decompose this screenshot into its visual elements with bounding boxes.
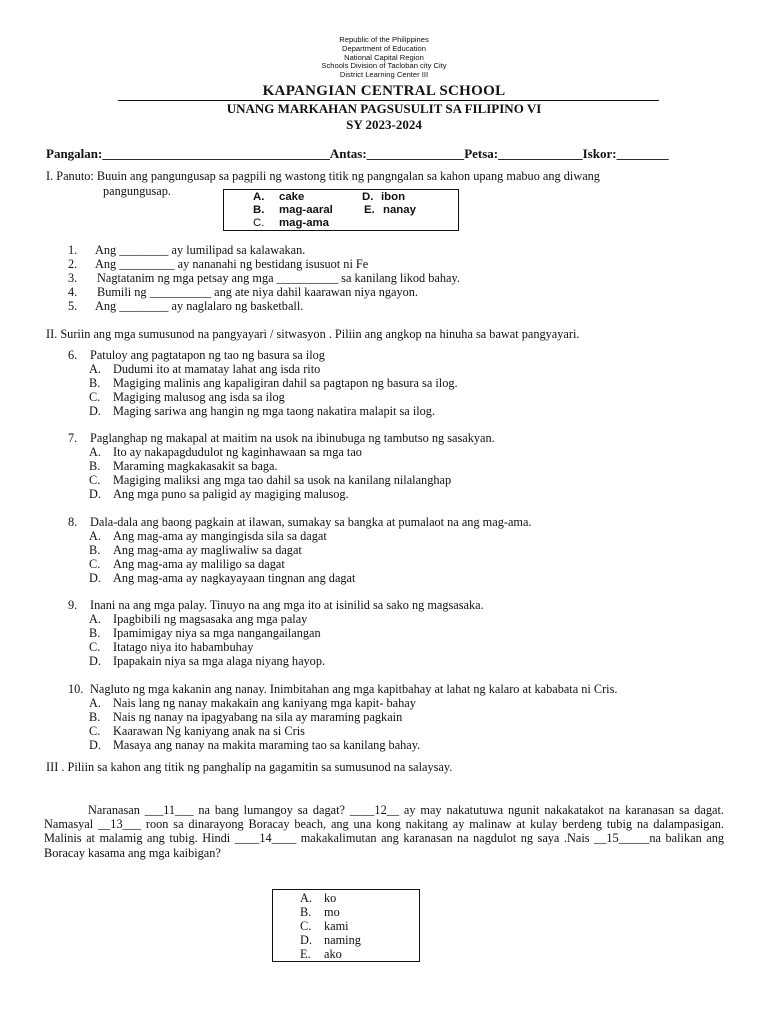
part3-instruction: III . Piliin sa kahon ang titik ng panghalip na gagamitin sa sumusunod na salaysay. — [46, 760, 453, 774]
part2-instruction: II. Suriin ang mga sumusunod na pangyayari / sitwasyon . Piliin ang angkop na hinuha sa bawat pangyayari. — [46, 327, 580, 341]
choice-letter: A. — [89, 612, 101, 626]
choice-letter: D. — [89, 404, 101, 418]
list-item: Bumili ng __________ ang ate niya dahil kaarawan niya ngayon. — [97, 285, 419, 299]
list-item: Nagtatanim ng mga petsay ang mga __________ sa kanilang likod bahay. — [97, 271, 460, 285]
choice-text: Ang mag-ama ay magliwaliw sa dagat — [113, 543, 302, 557]
choice-text: Maging sariwa ang hangin ng mga taong nakatira malapit sa ilog. — [113, 404, 436, 418]
part3-paragraph — [44, 803, 724, 860]
choice-letter: B. — [300, 905, 312, 919]
choice-text: Ipamimigay niya sa mga nangangailangan — [113, 626, 321, 640]
header-line: Schools Division of Tacloban city City — [321, 61, 447, 71]
choice-letter: B. — [89, 626, 101, 640]
header-line: Department of Education — [341, 43, 426, 53]
choice-letter: B. — [253, 204, 265, 216]
choice-text: Ito ay nakapagdudulot ng kaginhawaan sa mga tao — [113, 445, 362, 459]
choice-text: Itatago niya ito habambuhay — [113, 640, 254, 654]
exam-title: UNANG MARKAHAN PAGSUSULIT SA FILIPINO VI — [226, 101, 542, 116]
choice-letter: D. — [300, 933, 312, 947]
header-line: District Learning Center III — [339, 70, 429, 80]
part1-choice-box — [223, 189, 459, 231]
school-year: SY 2023-2024 — [346, 117, 422, 132]
choice-text: Ipapakain niya sa mga alaga niyang hayop. — [113, 654, 326, 668]
grade-field: Antas:_______________ — [329, 146, 465, 161]
choice-text: Ipagbibili ng magsasaka ang mga palay — [113, 612, 308, 626]
score-field: Iskor:________ — [582, 146, 669, 161]
choice-text: Magiging malinis ang kapaligiran dahil sa pagtapon ng basura sa ilog. — [113, 376, 458, 390]
choice-text: Ang mag-ama ay maliligo sa dagat — [113, 557, 285, 571]
choice-letter: D. — [89, 571, 101, 585]
question-number: 9. — [68, 598, 78, 612]
choice-text: kami — [324, 919, 349, 933]
part1-instruction: I. Panuto: Buuin ang pangungusap sa pagpili ng wastong titik ng pangngalan sa kahon upang mabuo ang diwang — [46, 169, 600, 183]
choice-letter: A. — [89, 445, 101, 459]
choice-letter: A. — [300, 891, 312, 905]
item-number: 4. — [68, 285, 78, 299]
question-number: 8. — [68, 515, 78, 529]
choice-letter: C. — [89, 724, 101, 738]
choice-letter: C. — [89, 640, 101, 654]
item-number: 1. — [68, 243, 78, 257]
choice-text: Kaarawan Ng kaniyang anak na si Cris — [113, 724, 305, 738]
choice-text: Dudumi ito at mamatay lahat ang isda rito — [113, 362, 321, 376]
choice-text: Ang mag-ama ay nagkayayaan tingnan ang dagat — [113, 571, 356, 585]
item-number: 2. — [68, 257, 78, 271]
question-number: 6. — [68, 348, 78, 362]
date-field: Petsa:_____________ — [464, 146, 583, 161]
header-line: National Capital Region — [344, 52, 424, 62]
choice-letter: B. — [89, 459, 101, 473]
choice-letter: C. — [253, 217, 265, 229]
choice-text: Ang mga puno sa paligid ay magiging malusog. — [113, 487, 349, 501]
choice-text: mag-aaral — [279, 204, 333, 216]
choice-letter: A. — [89, 696, 101, 710]
choice-text: Maraming magkakasakit sa baga. — [113, 459, 278, 473]
choice-letter: D. — [362, 191, 374, 203]
choice-letter: B. — [89, 543, 101, 557]
choice-text: Masaya ang nanay na makita maraming tao sa kanilang bahay. — [113, 738, 421, 752]
question-stem: Paglanghap ng makapal at maitim na usok na ibinubuga ng tambutso ng sasakyan. — [90, 431, 495, 445]
choice-text: Magiging maliksi ang mga tao dahil sa usok na kanilang nilalanghap — [113, 473, 452, 487]
choice-letter: B. — [89, 710, 101, 724]
choice-letter: A. — [253, 191, 265, 203]
question-number: 7. — [68, 431, 78, 445]
choice-text: mo — [324, 905, 340, 919]
choice-letter: A. — [89, 529, 101, 543]
header-agency-lines — [0, 36, 768, 80]
choice-text: Nais lang ng nanay makakain ang kaniyang mga kapit- bahay — [113, 696, 416, 710]
list-item: Ang _________ ay nananahi ng bestidang isusuot ni Fe — [95, 257, 369, 271]
choice-letter: C. — [300, 919, 312, 933]
question-stem: Patuloy ang pagtatapon ng tao ng basura sa ilog — [90, 348, 325, 362]
question-stem: Inani na ang mga palay. Tinuyo na ang mga ito at isinilid sa sako ng magsasaka. — [90, 598, 484, 612]
choice-letter: C. — [89, 557, 101, 571]
item-number: 3. — [68, 271, 78, 285]
choice-letter: B. — [89, 376, 101, 390]
school-name: KAPANGIAN CENTRAL SCHOOL — [262, 83, 506, 99]
choice-text: Magiging malusog ang isda sa ilog — [113, 390, 285, 404]
choice-letter: D. — [89, 738, 101, 752]
name-field: Pangalan:___________________________________ — [46, 146, 330, 161]
choice-text: naming — [324, 933, 361, 947]
part1-instruction-cont: pangungusap. — [103, 184, 171, 198]
choice-text: mag-ama — [279, 217, 330, 229]
choice-letter: C. — [89, 390, 101, 404]
choice-text: Ang mag-ama ay mangingisda sila sa dagat — [113, 529, 327, 543]
choice-text: ako — [324, 947, 342, 961]
question-stem: Dala-dala ang baong pagkain at ilawan, sumakay sa bangka at pumalaot na ang mag-ama. — [90, 515, 532, 529]
choice-letter: D. — [89, 654, 101, 668]
choice-text: ko — [324, 891, 337, 905]
choice-text: Nais ng nanay na ipagyabang na sila ay maraming pagkain — [113, 710, 403, 724]
narrative-text: Naranasan ___11___ na bang lumangoy sa dagat? ____12__ ay may nakatutuwa ngunit nakakatakot na karanasan sa dagat. Namasyal __13___ roon sa dinarayong Boracay beach, ang una kong nakitang ay malinaw at kulay berdeng tubig na dalampasigan. Malinis at malamig ang tubig. Hindi ____14____ makakalimutan ang karanasan na nagdulot ng saya .Nais __15_____na balikan ang Boracay kasama ang mga kaibigan? — [44, 803, 724, 860]
header-line: Republic of the Philippines — [339, 35, 429, 44]
choice-letter: C. — [89, 473, 101, 487]
choice-letter: E. — [300, 947, 311, 961]
part3-choice-box — [272, 889, 420, 962]
question-stem: Nagluto ng mga kakanin ang nanay. Inimbitahan ang mga kapitbahay at lahat ng kalaro at kababata ni Cris. — [90, 682, 618, 696]
question-number: 10. — [68, 682, 84, 696]
choice-text: ibon — [381, 191, 406, 203]
choice-letter: D. — [89, 487, 101, 501]
choice-letter: E. — [364, 204, 375, 216]
list-item: Ang ________ ay lumilipad sa kalawakan. — [95, 243, 306, 257]
choice-letter: A. — [89, 362, 101, 376]
choice-text: nanay — [383, 204, 416, 216]
list-item: Ang ________ ay naglalaro ng basketball. — [95, 299, 304, 313]
item-number: 5. — [68, 299, 78, 313]
choice-text: cake — [279, 191, 305, 203]
student-info-fields — [46, 146, 669, 162]
